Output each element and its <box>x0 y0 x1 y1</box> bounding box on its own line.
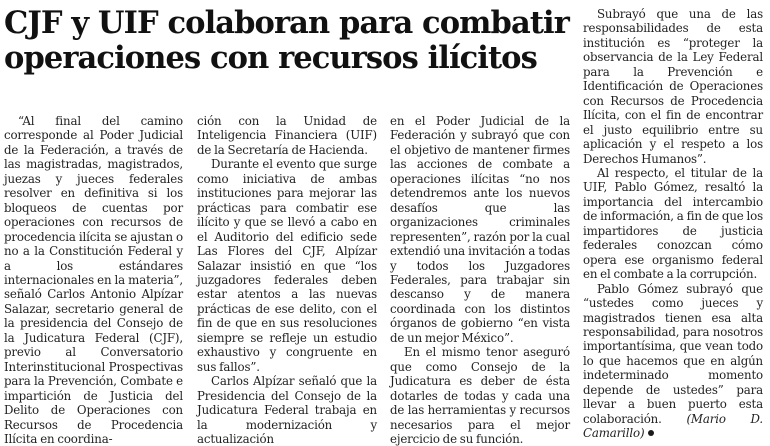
column-3-paragraph-2: En el mismo tenor aseguró que como Consejo de la Judicatura es deber de ésta dotarles de todas y cada una de las herramientas y recursos necesarios para el mejor ejercicio de su función. <box>390 345 570 446</box>
column-2-paragraph-3: Carlos Alpízar señaló que la Presidencia del Consejo de la Judicatura Federal trabaja en la modernización y actualización <box>197 374 377 446</box>
column-4-paragraph-3 <box>583 282 763 441</box>
end-of-article-bullet-icon <box>648 430 654 436</box>
article-column-4 <box>583 7 763 441</box>
column-4-paragraph-1: Subrayó que una de las responsabilidades de esta institución es “proteger la observancia de la Ley Federal para la Prevención e Identificación de Operaciones con Recursos de Procedencia Ilícita, con el fin de encontrar el justo equilibrio entre su aplicación y el respeto a los Derechos Humanos”. <box>583 7 763 166</box>
article-column-2 <box>197 114 377 446</box>
column-1-paragraph-1: “Al final del camino corresponde al Poder Judicial de la Federación, a través de las magistradas, magistrados, juezas y jueces federales resolver en definitiva si los bloqueos de cuentas por operaciones con recursos de procedencia ilícita se ajustan o no a la Constitución Federal y a los estándares internacionales en la materia”, señaló Carlos Antonio Alpízar Salazar, secretario general de la presidencia del Consejo de la Judicatura Federal (CJF), previo al Conversatorio Interinstitucional Prospectivas para la Prevención, Combate e impartición de Justicia del Delito de Operaciones con Recursos de Procedencia Ilícita en coordina- <box>4 114 183 446</box>
article-signature: (Mario D. Camarillo) <box>583 411 764 441</box>
column-2-paragraph-2: Durante el evento que surge como iniciativa de ambas instituciones para mejorar las prácticas para combatir ese ilícito y que se llevó a cabo en el Auditorio del edificio sede Las Flores del CJF, Alpízar Salazar insistió en que “los juzgadores federales deben estar atentos a las nuevas prácticas de ese delito, con el fin de que en sus resoluciones siempre se refleje un estudio exhaustivo y congruente en sus fallos”. <box>197 157 377 374</box>
column-2-paragraph-1: ción con la Unidad de Inteligencia Financiera (UIF) de la Secretaría de Hacienda. <box>197 114 377 157</box>
column-3-paragraph-1: en el Poder Judicial de la Federación y subrayó que con el objetivo de mantener firmes las acciones de combate a operaciones ilícitas “no nos detendremos ante los nuevos desafíos que las organizaciones criminales representen”, razón por la cual extendió una invitación a todas y todos los Juzgadores Federales, para trabajar sin descanso y de manera coordinada con los distintos órganos de gobierno “en vista de un mejor México”. <box>390 114 570 345</box>
article-headline: CJF y UIF colaboran para combatir operaciones con recursos ilícitos <box>4 5 569 76</box>
column-4-paragraph-2: Al respecto, el titular de la UIF, Pablo Gómez, resaltó la importancia del intercambio de información, a fin de que los impartidores de justicia federales conozcan cómo opera ese organismo federal en el combate a la corrupción. <box>583 165 763 282</box>
column-4-paragraph-3-text: Pablo Gómez subrayó que “ustedes como jueces y magistrados tienen esa alta responsabilidad, para nosotros importantísima, que vean todo lo que hacemos que en algún indeterminado momento depende de ustedes” para llevar a buen puerto esta colaboración. <box>583 281 763 426</box>
article-column-1 <box>4 114 183 446</box>
article-column-3 <box>390 114 570 446</box>
